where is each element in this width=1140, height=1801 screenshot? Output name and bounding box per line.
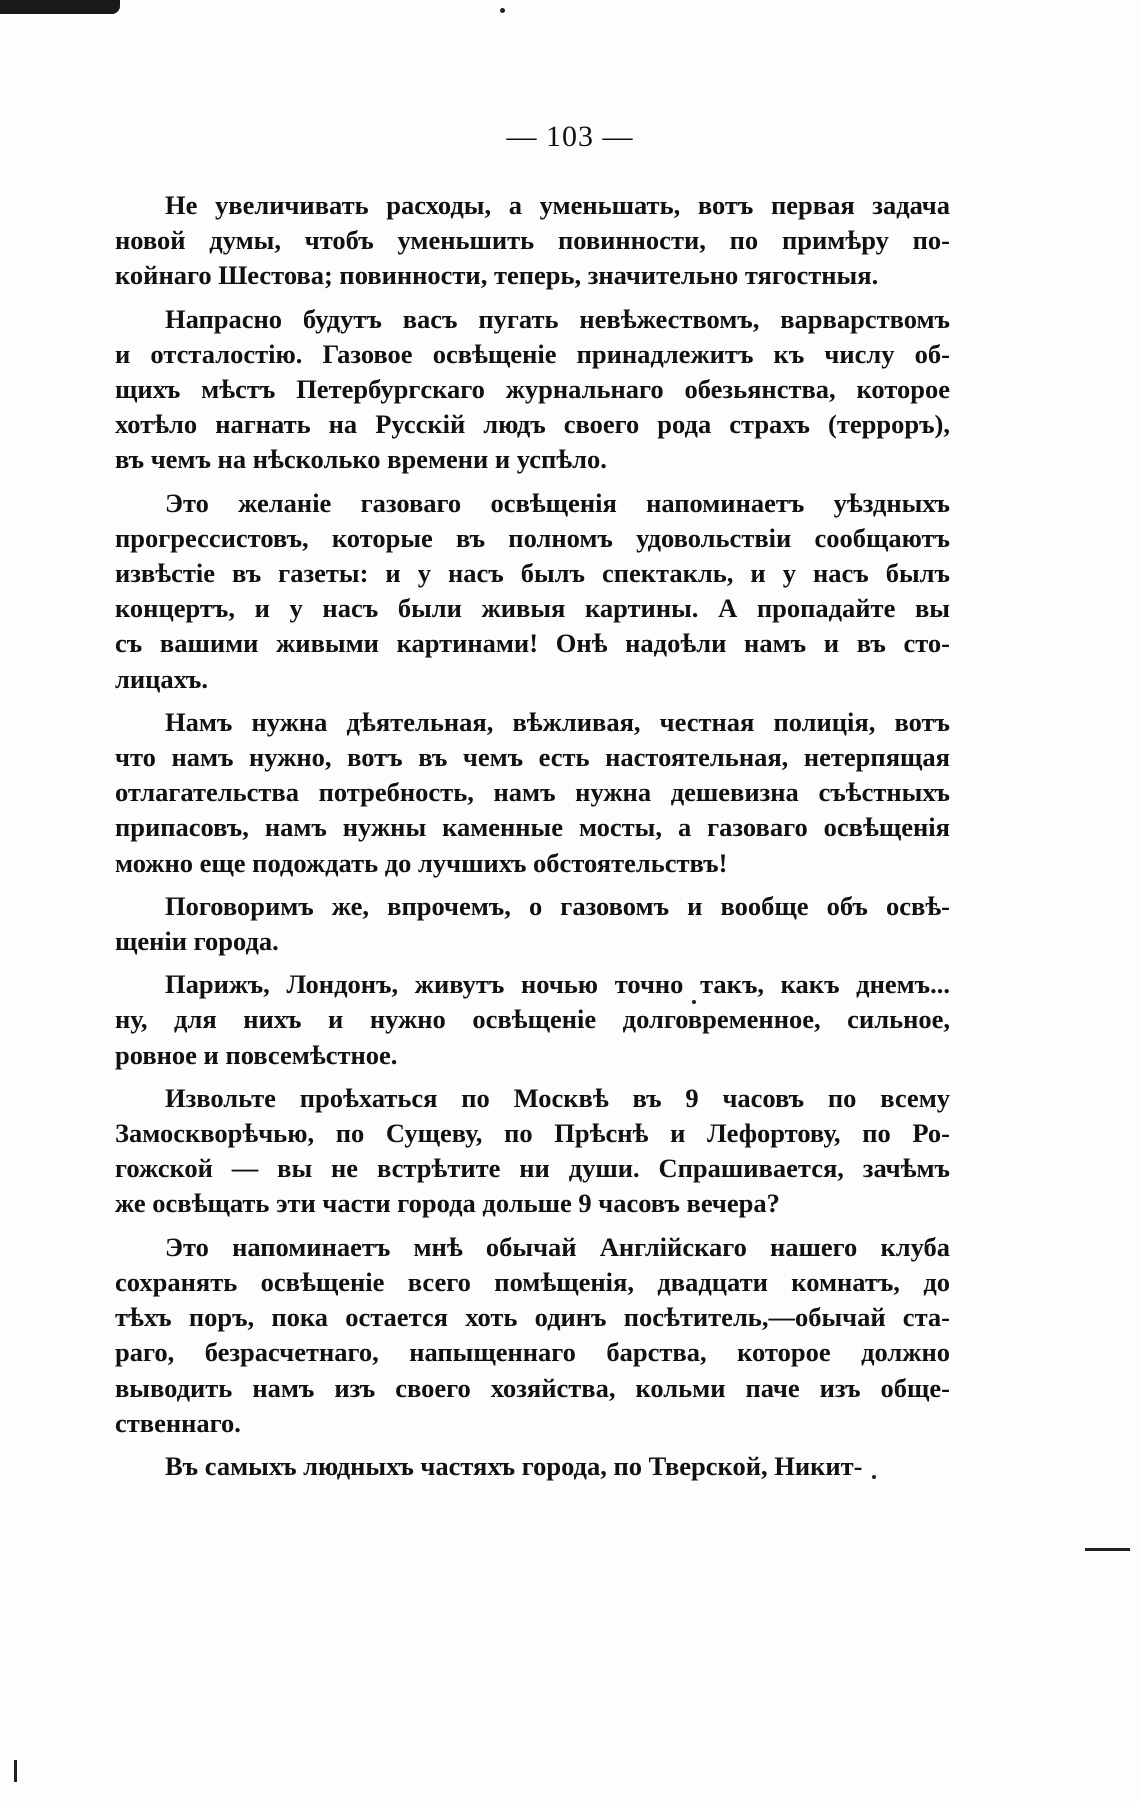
text-line: можно еще подождать до лучшихъ обстоятельствъ! (115, 847, 728, 878)
text-line: Напрасно будутъ васъ пугать невѣжествомъ, варварствомъ (165, 303, 950, 334)
paragraph (115, 1230, 950, 1441)
scan-speck (500, 8, 505, 13)
text-line: ровное и повсемѣстное. (115, 1039, 398, 1070)
text-line: Намъ нужна дѣятельная, вѣжливая, честная полиція, вотъ (165, 706, 950, 737)
text-line: Это напоминаетъ мнѣ обычай Англійскаго нашего клуба (165, 1231, 950, 1262)
text-line: лицахъ. (115, 663, 208, 694)
text-line: Не увеличивать расходы, а уменьшать, вотъ первая задача (165, 190, 950, 220)
text-line: Это желаніе газоваго освѣщенія напоминаетъ уѣздныхъ (165, 487, 950, 518)
text-line: гожской — вы не встрѣтите ни души. Спрашивается, зачѣмъ (115, 1153, 950, 1184)
text-line: Парижъ, Лондонъ, живутъ ночью точно такъ, какъ днемъ... (165, 969, 950, 1000)
scan-edge-mark (1085, 1548, 1130, 1551)
text-line: извѣстіе въ газеты: и у насъ былъ спектакль, и у насъ былъ (115, 558, 950, 589)
paragraph (115, 1081, 950, 1222)
text-line: припасовъ, намъ нужны каменные мосты, а газоваго освѣщенія (115, 812, 950, 843)
text-line: прогрессистовъ, которые въ полномъ удовольствіи сообщаютъ (115, 522, 950, 553)
text-line: новой думы, чтобъ уменьшить повинности, по примѣру по- (115, 225, 950, 256)
paragraph (115, 889, 950, 959)
text-line: щеніи города. (115, 926, 279, 957)
scan-edge-mark (14, 1760, 17, 1782)
scan-edge-mark (0, 0, 120, 14)
text-line: сохранять освѣщеніе всего помѣщенія, двадцати комнатъ, до (115, 1266, 950, 1297)
text-line: выводить намъ изъ своего хозяйства, кольми паче изъ обще- (115, 1372, 950, 1403)
text-line: и отсталостію. Газовое освѣщеніе принадлежитъ къ числу об- (115, 338, 950, 369)
text-line: раго, безрасчетнаго, напыщеннаго барства, которое должно (115, 1337, 950, 1368)
paragraph (115, 705, 950, 881)
text-line: съ вашими живыми картинами! Онѣ надоѣли намъ и въ сто- (115, 628, 950, 659)
paragraph (115, 302, 950, 478)
text-line: ственнаго. (115, 1407, 241, 1438)
text-line: Въ самыхъ людныхъ частяхъ города, по Тверской, Никит- (165, 1450, 863, 1481)
text-line: въ чемъ на нѣсколько времени и успѣло. (115, 444, 607, 475)
text-line: отлагательства потребность, намъ нужна дешевизна съѣстныхъ (115, 777, 950, 808)
page-number: — 103 — (506, 120, 634, 153)
text-line: хотѣло нагнать на Русскій людъ своего рода страхъ (терроръ), (115, 409, 950, 440)
text-line: же освѣщать эти части города дольше 9 часовъ вечера? (115, 1188, 780, 1219)
paragraph (115, 188, 950, 294)
text-line: Поговоримъ же, впрочемъ, о газовомъ и вообще объ освѣ- (165, 890, 950, 921)
text-line: койнаго Шестова; повинности, теперь, значительно тягостныя. (115, 260, 879, 291)
text-line: Извольте проѣхаться по Москвѣ въ 9 часовъ по всему (165, 1082, 950, 1113)
text-line: ну, для нихъ и нужно освѣщеніе долговременное, сильное, (115, 1004, 950, 1035)
page-text (115, 188, 950, 1492)
text-line: концертъ, и у насъ были живыя картины. А пропадайте вы (115, 593, 950, 624)
text-line: щихъ мѣстъ Петербургскаго журнальнаго обезьянства, которое (115, 374, 950, 405)
paragraph (115, 1449, 950, 1484)
text-line: что намъ нужно, вотъ въ чемъ есть настоятельная, нетерпящая (115, 742, 950, 773)
paragraph (115, 967, 950, 1073)
paragraph (115, 486, 950, 697)
text-line: Замоскворѣчью, по Сущеву, по Прѣснѣ и Лефортову, по Ро- (115, 1118, 950, 1149)
text-line: тѣхъ поръ, пока остается хоть одинъ посѣтитель,—обычай ста- (115, 1302, 950, 1333)
